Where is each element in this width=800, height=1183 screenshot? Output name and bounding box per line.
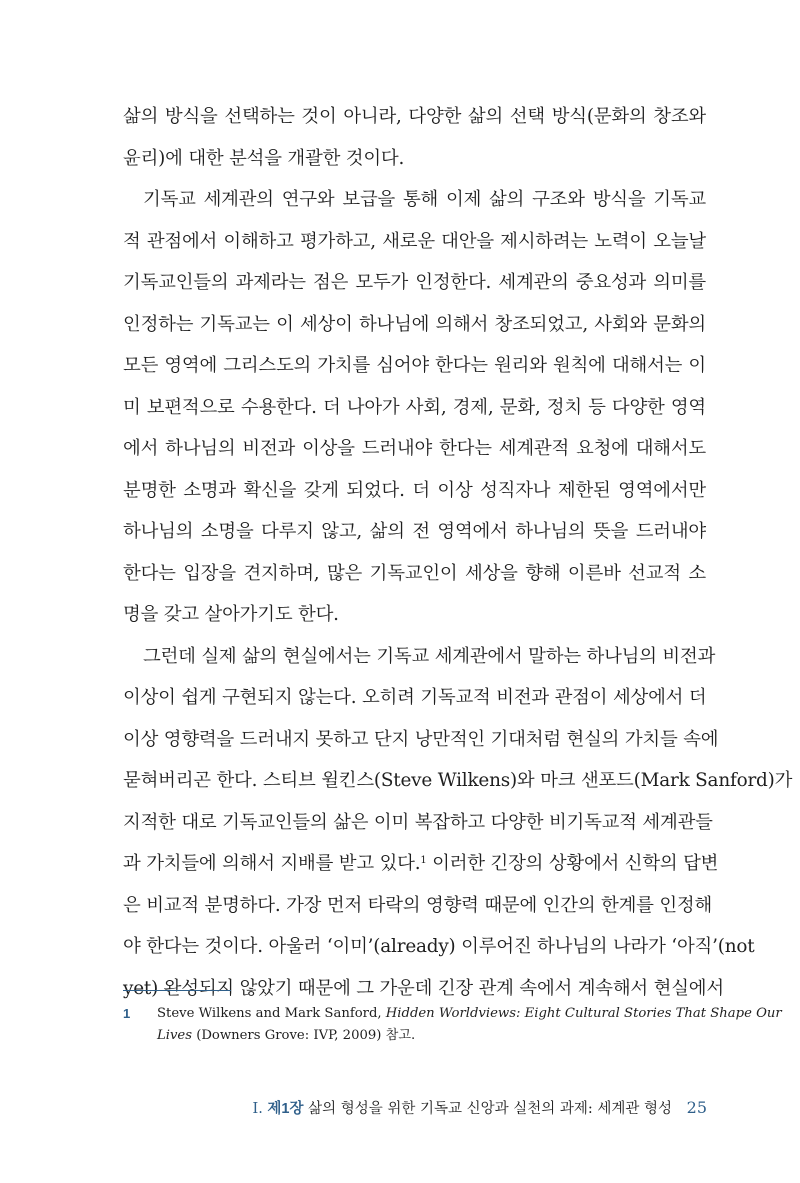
text-line-content: 이상이 쉽게 구현되지 않는다. 오히려 기독교적 비전과 관점이 세상에서 더 [123,687,707,708]
text-line [123,262,706,304]
running-footer [252,1097,707,1118]
page-number: 25 [686,1098,707,1117]
text-line-content: 기독교 세계관의 연구와 보급을 통해 이제 삶의 구조와 방식을 기독교 [143,189,706,210]
footer-chapter-label: 제1장 [267,1101,304,1117]
text-line-content: 이상 영향력을 드러내지 못하고 단지 낭만적인 기대처럼 현실의 가치들 속에 [123,728,719,750]
text-line [123,345,706,387]
footnote-text: Steve Wilkens and Mark Sanford, [157,1006,386,1021]
footnote-line [123,1003,782,1025]
text-line [123,179,706,221]
text-line [123,885,713,927]
text-line [123,138,706,180]
footnote-text: (Downers Grove: IVP, 2009) 참고. [192,1028,416,1043]
text-line-content: 삶의 방식을 선택하는 것이 아니라, 다양한 삶의 선택 방식(문화의 창조와 [123,106,706,127]
text-line-content: 모든 영역에 그리스도의 가치를 심어야 한다는 원리와 원칙에 대해서는 이 [123,355,706,376]
footnote-reference[interactable]: 1 [420,855,427,866]
text-line-content: 인정하는 기독교는 이 세상이 하나님에 의해서 창조되었고, 사회와 문화의 [123,313,706,335]
text-line-content: 은 비교적 분명하다. 가장 먼저 타락의 영향력 때문에 인간의 한계를 인정해 [123,894,713,916]
text-line-content: 적 관점에서 이해하고 평가하고, 새로운 대안을 제시하려는 노력이 오늘날 [123,230,706,252]
text-line [123,926,755,968]
text-line-content: 지적한 대로 기독교인들의 삶은 이미 복잡하고 다양한 비기독교적 세계관들 [123,811,713,833]
text-line [123,221,706,263]
text-line [123,636,716,678]
text-line-content: 하나님의 소명을 다루지 않고, 삶의 전 영역에서 하나님의 뜻을 드러내야 [123,521,706,542]
book-title: Hidden Worldviews: Eight Cultural Stories That Shape Our [385,1006,782,1021]
footnote [123,1003,782,1047]
text-line [123,719,719,761]
text-line-content: 기독교인들의 과제라는 점은 모두가 인정한다. 세계관의 중요성과 의미를 [123,272,706,293]
text-line-content: 분명한 소명과 확신을 갖게 되었다. 더 이상 성직자나 제한된 영역에서만 [123,479,706,501]
text-line [123,511,706,553]
text-line-content: 야 한다는 것이다. 아울러 ‘이미’(already) 이루어진 하나님의 나라가 ‘아직’(not [123,936,755,957]
text-line [123,553,706,595]
book-title: Lives [157,1028,192,1043]
footer-chapter-title: 삶의 형성을 위한 기독교 신앙과 실천의 과제: 세계관 형성 [308,1101,673,1117]
text-line [123,96,706,138]
text-line-content: 윤리)에 대한 분석을 개괄한 것이다. [123,147,405,169]
body-text [123,96,793,1009]
text-line [123,470,706,512]
footer-part: I. [252,1101,263,1117]
text-line-content: 묻혀버리곤 한다. 스티브 윌킨스(Steve Wilkens)와 마크 샌포드(Mark Sanford)가 [123,770,793,791]
text-line-content: 이러한 긴장의 상황에서 신학의 답변 [426,853,719,874]
text-line-content: yet) 완성되지 않았기 때문에 그 가운데 긴장 관계 속에서 계속해서 현실에서 [123,977,724,999]
text-line-content: 미 보편적으로 수용한다. 더 나아가 사회, 경제, 문화, 정치 등 다양한 영역 [123,396,706,418]
text-line-content: 과 가치들에 의해서 지배를 받고 있다. [123,853,421,874]
text-line-content: 명을 갖고 살아가기도 한다. [123,604,339,625]
text-line [123,843,719,885]
footnote-divider [123,990,231,991]
footnote-line [123,1025,708,1047]
text-line-content: 한다는 입장을 견지하며, 많은 기독교인이 세상을 향해 이른바 선교적 소 [123,562,706,584]
text-line-content: 에서 하나님의 비전과 이상을 드러내야 한다는 세계관적 요청에 대해서도 [123,438,706,459]
text-line [123,802,713,844]
text-line [123,304,706,346]
text-line-content: 그런데 실제 삶의 현실에서는 기독교 세계관에서 말하는 하나님의 비전과 [143,645,716,667]
text-line [123,677,706,719]
text-line [123,594,706,636]
text-line [123,428,706,470]
text-line [123,387,706,429]
footnote-number: 1 [123,1006,131,1021]
text-line [123,760,793,802]
